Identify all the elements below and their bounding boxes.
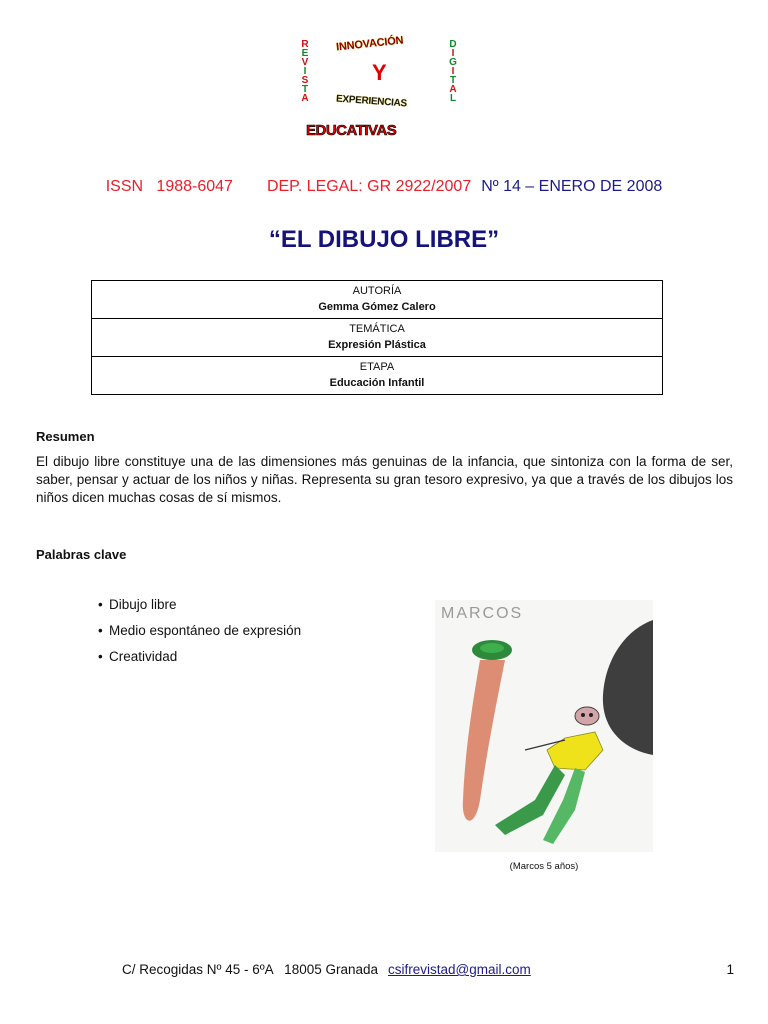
issue-number: Nº 14 – ENERO DE 2008 — [481, 178, 663, 195]
article-title: “EL DIBUJO LIBRE” — [268, 226, 500, 253]
dep-legal: DEP. LEGAL: GR 2922/2007 — [266, 178, 472, 195]
logo-innovacion: INNOVACIÓN — [335, 34, 404, 54]
table-row — [92, 357, 663, 395]
child-drawing-image — [435, 600, 653, 852]
article-info-table — [91, 280, 663, 395]
table-row — [92, 319, 663, 357]
page-footer — [122, 962, 531, 977]
logo-y: Y — [372, 60, 387, 85]
footer-address: C/ Recogidas Nº 45 - 6ºA 18005 Granada — [122, 962, 379, 977]
tematica-value: Expresión Plástica — [328, 339, 426, 351]
resumen-text: El dibujo libre constituye una de las dimensiones más genuinas de la infancia, que sintoniza con la forma de ser, saber, pensar y actuar de los niños y niñas. Representa su gran tesoro expresivo, ya que a través de los dibujos los niños dicen muchas cosas de sí mismos. — [36, 454, 733, 505]
logo-educativas: EDUCATIVAS — [306, 122, 397, 139]
logo-left-column: R E V I S T A — [301, 39, 309, 104]
table-cell — [92, 357, 663, 395]
list-item: • Medio espontáneo de expresión — [98, 623, 301, 649]
autoria-label: AUTORÍA — [352, 285, 402, 297]
issn: ISSN 1988-6047 — [105, 178, 233, 195]
page-number: 1 — [726, 962, 734, 977]
tematica-label: TEMÁTICA — [349, 323, 405, 335]
logo-experiencias: EXPERIENCIAS — [335, 93, 408, 110]
autoria-value: Gemma Gómez Calero — [318, 301, 436, 313]
logo-right-column: D I G I T A L — [449, 39, 457, 104]
list-item: • Dibujo libre — [98, 597, 301, 623]
publication-header — [0, 178, 768, 196]
footer-email-link[interactable]: csifrevistad@gmail.com — [388, 962, 531, 977]
journal-logo — [296, 36, 466, 142]
etapa-label: ETAPA — [359, 361, 395, 373]
list-item: • Creatividad — [98, 649, 301, 675]
table-cell — [92, 319, 663, 357]
etapa-value: Educación Infantil — [329, 377, 425, 389]
table-row — [92, 281, 663, 319]
resumen-heading: Resumen — [36, 429, 95, 444]
table-cell — [92, 281, 663, 319]
drawing-caption: (Marcos 5 años) — [509, 861, 579, 872]
drawing-signature: MARCOS — [441, 605, 524, 622]
keyword-list — [98, 597, 301, 675]
palabras-clave-heading: Palabras clave — [36, 547, 127, 562]
